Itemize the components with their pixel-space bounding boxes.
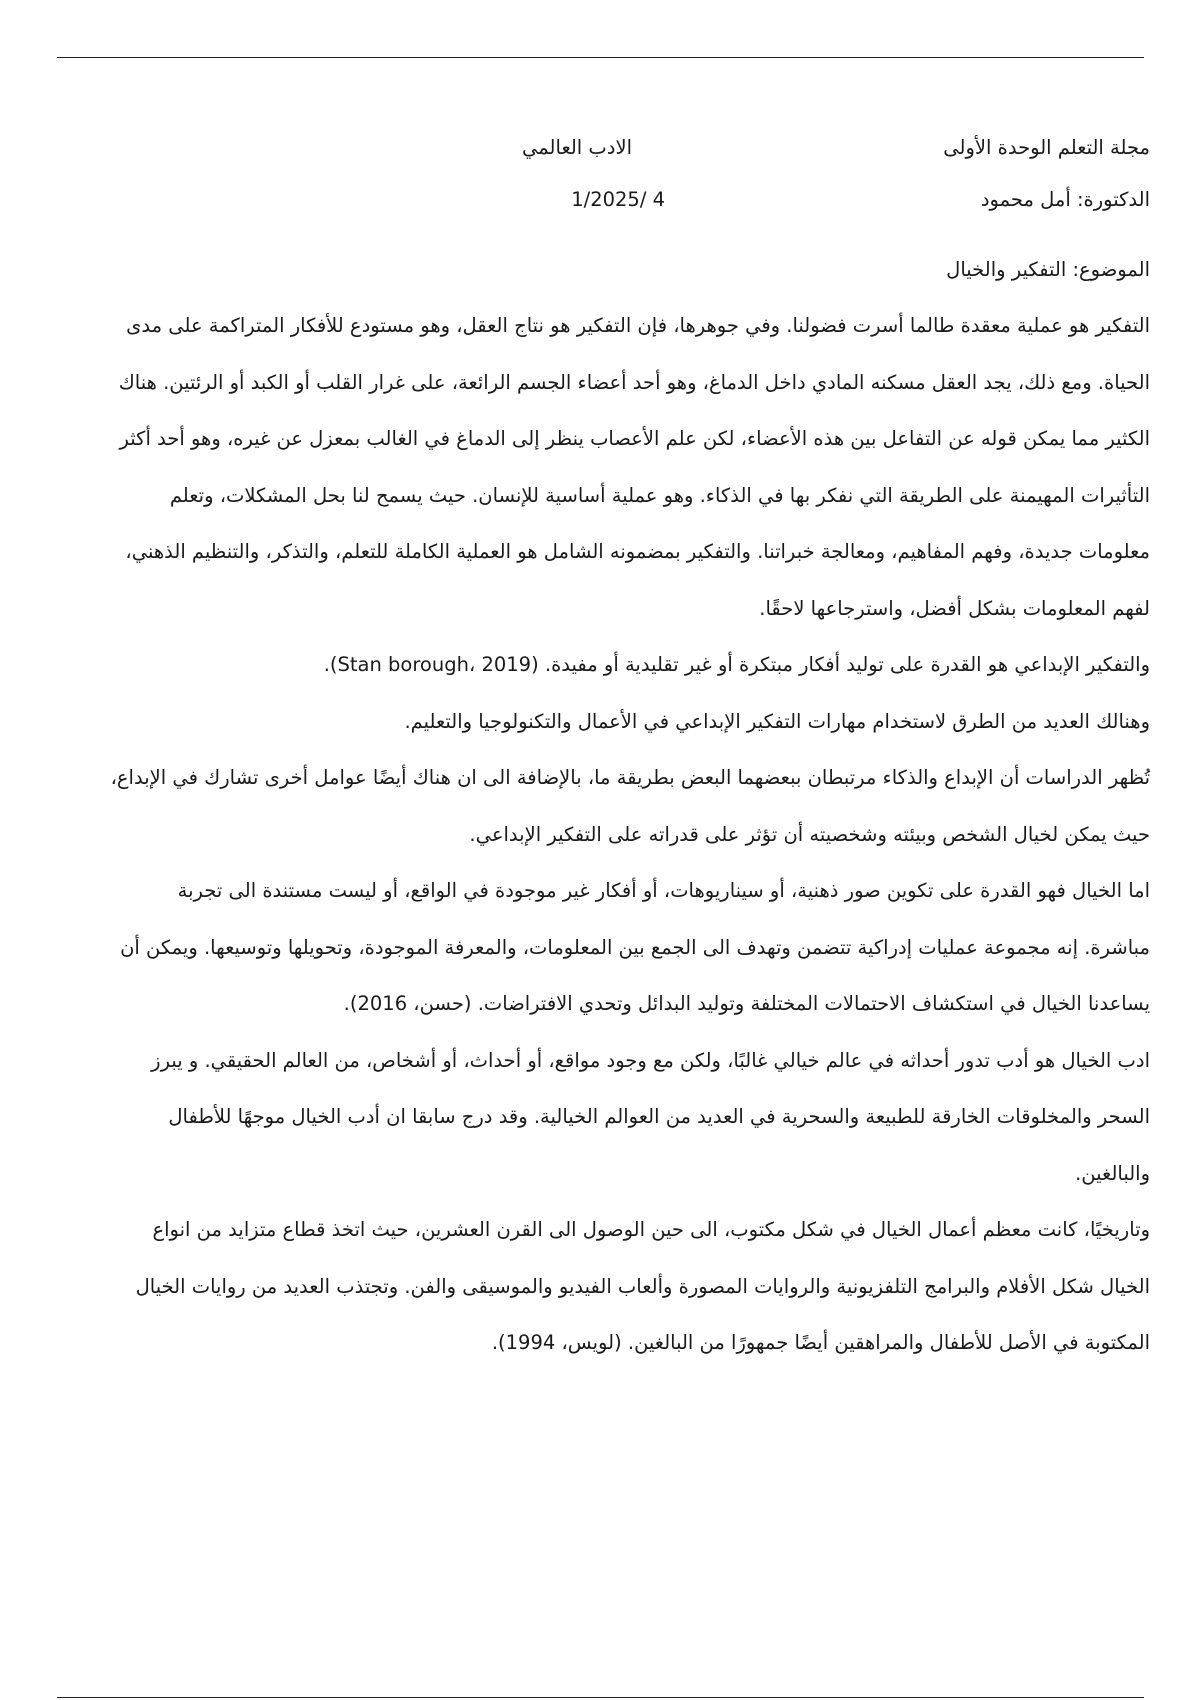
document-page xyxy=(110,128,1150,1372)
paragraph-history: وتاريخيًا، كانت معظم أعمال الخيال في شكل مكتوب، الى حين الوصول الى القرن العشرين، حيث اتخذ قطاع متزايد من انواع الخيال شكل الأفلام والبرامج التلفزيونية والروايات المصورة وألعاب الفيديو والموسيقى والفن. وتجتذب العديد من روايات الخيال المكتوبة في الأصل للأطفال والمراهقين أيضًا جمهورًا من البالغين. (لويس، 1994). xyxy=(135,1218,1150,1354)
header-row-author xyxy=(110,180,1150,232)
top-rule xyxy=(57,57,1144,58)
header-row-journal xyxy=(110,128,1150,180)
paragraph-creative-thinking: والتفكير الإبداعي هو القدرة على توليد أفكار مبتكرة أو غير تقليدية أو مفيدة. (Stan borough، 2019). xyxy=(323,653,1150,676)
author-name: الدكتورة: أمل محمود xyxy=(980,188,1150,211)
paragraph-methods: وهنالك العديد من الطرق لاستخدام مهارات التفكير الإبداعي في الأعمال والتكنولوجيا والتعليم. xyxy=(404,709,1150,733)
paragraph-thinking: التفكير هو عملية معقدة طالما أسرت فضولنا. وفي جوهرها، فإن التفكير هو نتاج العقل، وهو مستودع للأفكار المتراكمة على مدى الحياة. ومع ذلك، يجد العقل مسكنه المادي داخل الدماغ، وهو أحد أعضاء الجسم الرائعة، على غرار القلب أو الكبد أو الرئتين. هناك الكثير مما يمكن قوله عن التفاعل بين هذه الأعضاء، لكن علم الأعصاب ينظر إلى الدماغ في الغالب بمعزل عن غيره، وهو أحد أكثر التأثيرات المهيمنة على الطريقة التي نفكر بها في الذكاء. وهو عملية أساسية للإنسان. حيث يسمح لنا بحل المشكلات، وتعلم معلومات جديدة، وفهم المفاهيم، ومعالجة خبراتنا. والتفكير بمضمونه الشامل هو العملية الكاملة للتعلم، والتذكر، والتنظيم الذهني، لفهم المعلومات بشكل أفضل، واسترجاعها لاحقًا. xyxy=(118,314,1150,620)
paragraph-studies: تُظهر الدراسات أن الإبداع والذكاء مرتبطان ببعضهما البعض بطريقة ما، بالإضافة الى ان هناك أيضًا عوامل أخرى تشارك في الإبداع، حيث يمكن لخيال الشخص وبيئته وشخصيته أن تؤثر على قدراته على التفكير الإبداعي. xyxy=(110,766,1150,846)
paragraph-fantasy-literature: ادب الخيال هو أدب تدور أحداثه في عالم خيالي غالبًا، ولكن مع وجود مواقع، أو أحداث، أو أشخاص، من العالم الحقيقي. و يبرز السحر والمخلوقات الخارقة للطبيعة والسحرية في العديد من العوالم الخيالية. وقد درج سابقا ان أدب الخيال موجهًا للأطفال والبالغين. xyxy=(151,1048,1150,1185)
paragraph-imagination: اما الخيال فهو القدرة على تكوين صور ذهنية، أو سيناريوهات، أو أفكار غير موجودة في الواقع، أو ليست مستندة الى تجربة مباشرة. إنه مجموعة عمليات إدراكية تتضمن وتهدف الى الجمع بين المعلومات، والمعرفة الموجودة، وتحويلها وتوسيعها. ويمكن أن يساعدنا الخيال في استكشاف الاحتمالات المختلفة وتوليد البدائل وتحدي الافتراضات. (حسن، 2016). xyxy=(120,879,1150,1015)
document-date: 1/2025/ 4 xyxy=(571,188,665,211)
course-title: الادب العالمي xyxy=(522,136,632,159)
bottom-rule xyxy=(57,1697,1144,1698)
subject-line: الموضوع: التفكير والخيال xyxy=(946,258,1150,281)
journal-title: مجلة التعلم الوحدة الأولى xyxy=(943,136,1150,159)
